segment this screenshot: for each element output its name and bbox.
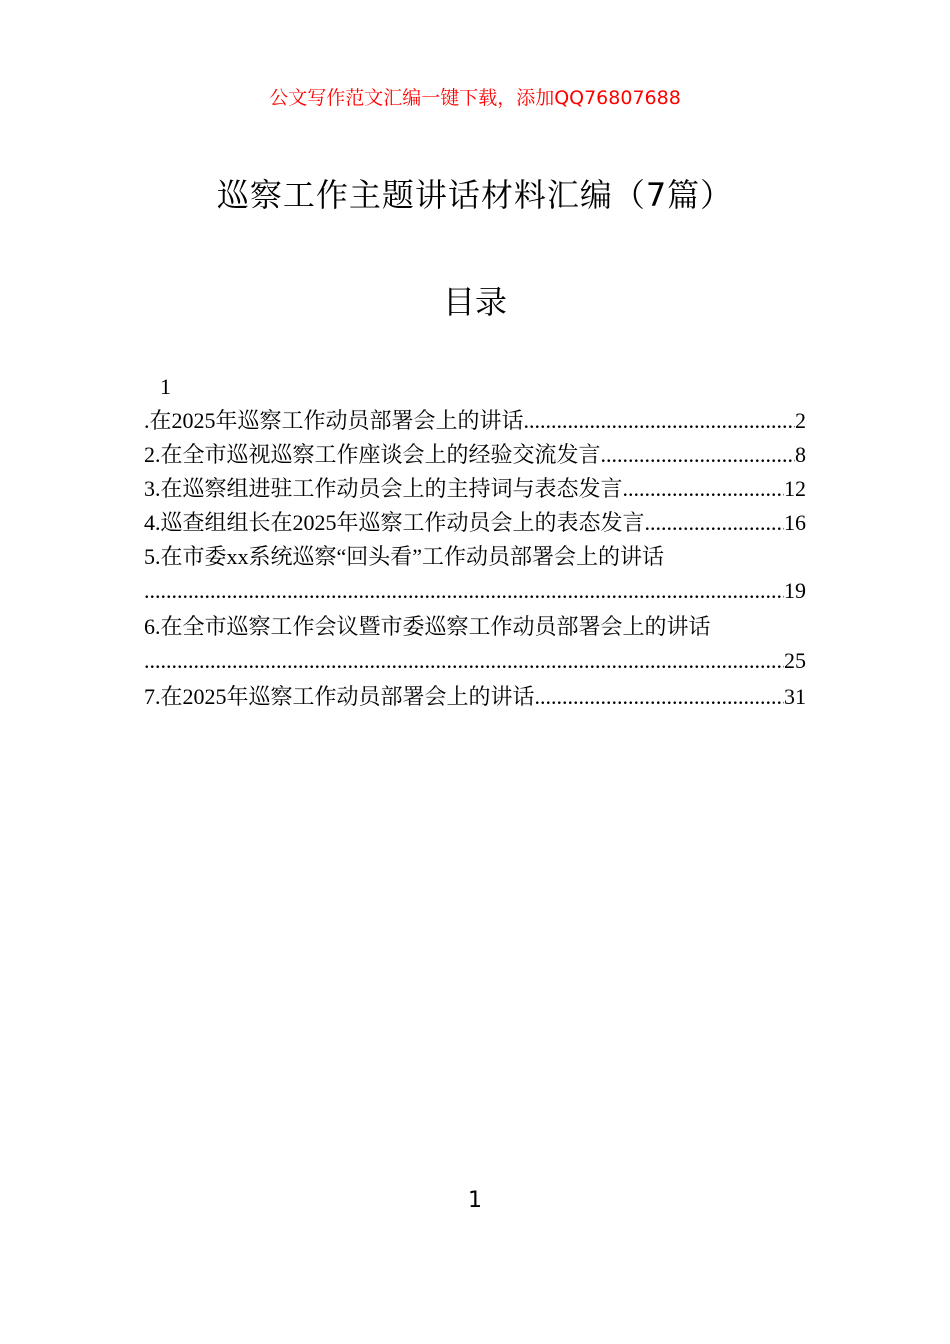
document-title: 巡察工作主题讲话材料汇编（7篇）	[216, 176, 734, 214]
toc-page-number: 25	[784, 648, 806, 673]
toc-leader-dots	[144, 574, 784, 608]
toc-leader-dots	[144, 644, 784, 678]
toc-leader-dots	[601, 438, 795, 472]
toc-leader-dots	[535, 680, 784, 714]
toc-entry-3[interactable]	[144, 472, 806, 506]
toc-entry-title: 2.在全市巡视巡察工作座谈会上的经验交流发言	[144, 442, 601, 467]
toc-entry-title: 7.在2025年巡察工作动员部署会上的讲话	[144, 684, 535, 709]
toc-entry-1[interactable]	[144, 404, 806, 438]
toc-page-number: 31	[784, 684, 806, 709]
toc-entry-title: 3.在巡察组进驻工作动员会上的主持词与表态发言	[144, 476, 623, 501]
toc-entry-2[interactable]	[144, 438, 806, 472]
toc-entry-6-continuation[interactable]	[144, 644, 806, 678]
toc-entry-number: 1	[160, 374, 171, 399]
toc-heading: 目录	[442, 283, 507, 321]
download-banner	[0, 84, 950, 112]
toc-entry-title: 5.在市委xx系统巡察“回头看”工作动员部署会上的讲话	[144, 544, 665, 569]
toc-leader-dots	[524, 404, 795, 438]
toc-leader-dots	[623, 472, 784, 506]
toc-page-number: 16	[784, 510, 806, 535]
toc-entry-6[interactable]	[144, 610, 806, 644]
toc-leader-dots	[645, 506, 784, 540]
toc-page-number: 2	[795, 408, 806, 433]
toc-entry-title: 6.在全市巡察工作会议暨市委巡察工作动员部署会上的讲话	[144, 614, 711, 639]
toc-page-number: 19	[784, 578, 806, 603]
toc-entry-5[interactable]	[144, 540, 806, 574]
toc-entry-title: 4.巡查组组长在2025年巡察工作动员会上的表态发言	[144, 510, 645, 535]
toc-page-number: 12	[784, 476, 806, 501]
toc-entry-5-continuation[interactable]	[144, 574, 806, 608]
banner-text: 公文写作范文汇编一键下载，添加QQ76807688	[269, 87, 681, 109]
toc-page-number: 8	[795, 442, 806, 467]
toc-entry-7[interactable]	[144, 680, 806, 714]
toc-entry-4[interactable]	[144, 506, 806, 540]
page-number-footer: 1	[468, 1188, 482, 1213]
toc-entry-title: .在2025年巡察工作动员部署会上的讲话	[144, 408, 524, 433]
